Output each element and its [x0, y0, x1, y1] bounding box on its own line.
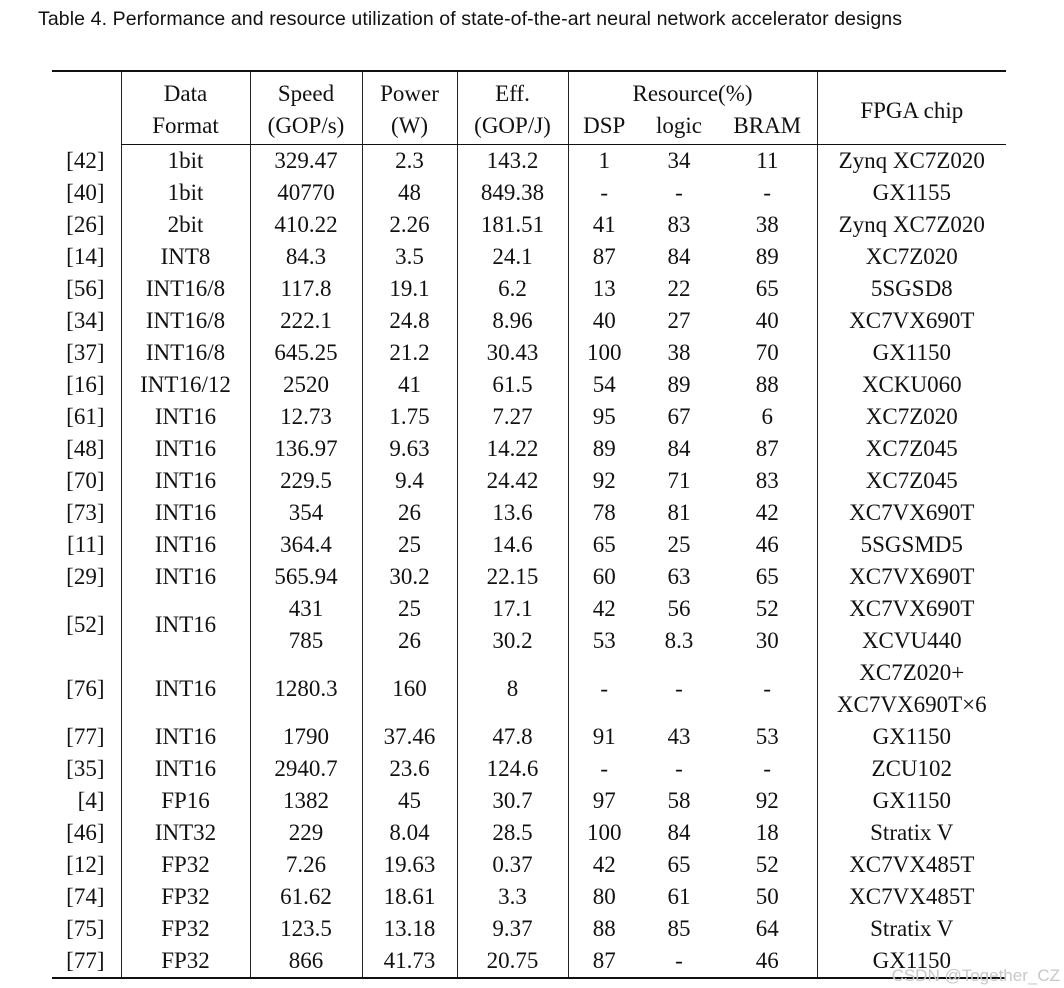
fpga-chip-line: XC7VX690T: [849, 500, 975, 525]
speed-cell: 354: [250, 497, 362, 529]
reference-cell: [29]: [66, 564, 105, 589]
bram-cell: 89: [755, 244, 779, 269]
bram-cell: -: [763, 676, 772, 701]
eff-cell: 0.37: [457, 849, 568, 881]
dsp-cell: 1: [568, 145, 640, 178]
fpga-chip-cell: [817, 145, 1006, 178]
power-cell: 45: [362, 785, 457, 817]
watermark: CSDN @Together_CZ: [891, 966, 1060, 985]
dsp-cell: 100: [568, 817, 640, 849]
logic-cell: 83: [667, 212, 691, 237]
eff-cell: 14.6: [457, 529, 568, 561]
power-cell: 30.2: [362, 561, 457, 593]
bram-cell: 83: [755, 468, 779, 493]
table-row: [52, 881, 1006, 913]
fpga-chip-line: XC7Z020+: [859, 660, 965, 685]
fpga-chip-cell: [817, 337, 1006, 369]
power-cell: 8.04: [362, 817, 457, 849]
header-format-line1: Data: [121, 71, 250, 110]
fpga-chip-cell: [817, 305, 1006, 337]
eff-cell: 20.75: [457, 945, 568, 978]
logic-cell: 56: [667, 596, 691, 621]
speed-cell: 866: [250, 945, 362, 978]
eff-cell: 124.6: [457, 753, 568, 785]
fpga-chip-cell: [817, 657, 1006, 721]
dsp-cell: 42: [568, 593, 640, 625]
bram-cell: 46: [755, 532, 779, 557]
logic-cell: 85: [667, 916, 691, 941]
dsp-cell: 54: [568, 369, 640, 401]
data-format-cell: INT16/12: [121, 369, 250, 401]
power-cell: 2.3: [362, 145, 457, 178]
dsp-cell: 41: [568, 209, 640, 241]
fpga-chip-line: XC7VX690T: [849, 308, 975, 333]
table-row: [52, 305, 1006, 337]
power-cell: 25: [362, 529, 457, 561]
fpga-chip-line: XCVU440: [861, 628, 962, 653]
reference-cell: [14]: [66, 244, 105, 269]
power-cell: 37.46: [362, 721, 457, 753]
table-row: [52, 913, 1006, 945]
reference-cell: [34]: [66, 308, 105, 333]
fpga-chip-cell: [817, 369, 1006, 401]
fpga-chip-cell: [817, 529, 1006, 561]
fpga-chip-cell: [817, 401, 1006, 433]
speed-cell: 84.3: [250, 241, 362, 273]
eff-cell: 849.38: [457, 177, 568, 209]
data-format-cell: INT16/8: [121, 273, 250, 305]
dsp-cell: 87: [568, 945, 640, 978]
fpga-chip-line: 5SGSD8: [870, 276, 953, 301]
fpga-chip-cell: [817, 881, 1006, 913]
reference-cell: [74]: [66, 884, 105, 909]
power-cell: 48: [362, 177, 457, 209]
fpga-chip-cell: [817, 753, 1006, 785]
fpga-chip-line: XC7Z045: [865, 436, 958, 461]
fpga-chip-line: GX1155: [872, 180, 951, 205]
fpga-chip-line: Zynq XC7Z020: [838, 148, 985, 173]
table-row: [52, 529, 1006, 561]
speed-cell: 785: [250, 625, 362, 657]
bram-cell: 42: [755, 500, 779, 525]
speed-cell: 645.25: [250, 337, 362, 369]
logic-cell: 89: [667, 372, 691, 397]
data-format-cell: FP32: [121, 913, 250, 945]
bram-cell: 87: [755, 436, 779, 461]
fpga-chip-line: GX1150: [872, 340, 951, 365]
data-format-cell: INT32: [121, 817, 250, 849]
bram-cell: 6: [761, 404, 774, 429]
reference-cell: [56]: [66, 276, 105, 301]
table-row: [52, 209, 1006, 241]
reference-cell: [61]: [66, 404, 105, 429]
reference-cell: [75]: [66, 916, 105, 941]
power-cell: 23.6: [362, 753, 457, 785]
power-cell: 41.73: [362, 945, 457, 978]
performance-table: [52, 70, 1006, 979]
header-resource: Resource(%): [568, 71, 817, 110]
speed-cell: 2940.7: [250, 753, 362, 785]
data-format-cell: FP16: [121, 785, 250, 817]
speed-cell: 364.4: [250, 529, 362, 561]
eff-cell: 47.8: [457, 721, 568, 753]
header-chip: FPGA chip: [817, 71, 1006, 145]
eff-cell: 8: [457, 657, 568, 721]
data-format-cell: INT8: [121, 241, 250, 273]
fpga-chip-cell: [817, 497, 1006, 529]
reference-cell: [48]: [66, 436, 105, 461]
fpga-chip-line: XC7VX690T×6: [836, 692, 987, 717]
logic-cell: 22: [667, 276, 691, 301]
dsp-cell: 65: [568, 529, 640, 561]
fpga-chip-cell: [817, 721, 1006, 753]
table-row: [52, 593, 1006, 625]
speed-cell: 329.47: [250, 145, 362, 178]
reference-cell: [77]: [66, 724, 105, 749]
eff-cell: 24.42: [457, 465, 568, 497]
fpga-chip-cell: [817, 561, 1006, 593]
data-format-cell: INT16: [121, 529, 250, 561]
dsp-cell: 97: [568, 785, 640, 817]
header-format-line2: Format: [121, 110, 250, 145]
reference-cell: [16]: [66, 372, 105, 397]
logic-cell: 65: [667, 852, 691, 877]
speed-cell: 222.1: [250, 305, 362, 337]
data-format-cell: INT16: [121, 721, 250, 753]
power-cell: 25: [362, 593, 457, 625]
table-row: [52, 657, 1006, 721]
power-cell: 26: [362, 497, 457, 529]
logic-cell: 71: [667, 468, 691, 493]
power-cell: 2.26: [362, 209, 457, 241]
bram-cell: 92: [755, 788, 779, 813]
logic-cell: 67: [667, 404, 691, 429]
dsp-cell: 95: [568, 401, 640, 433]
eff-cell: 30.7: [457, 785, 568, 817]
reference-cell: [73]: [66, 500, 105, 525]
bram-cell: 52: [755, 596, 779, 621]
power-cell: 3.5: [362, 241, 457, 273]
table-row: [52, 401, 1006, 433]
bram-cell: 88: [755, 372, 779, 397]
data-format-cell: INT16: [121, 561, 250, 593]
logic-cell: 38: [667, 340, 691, 365]
eff-cell: 14.22: [457, 433, 568, 465]
power-cell: 26: [362, 625, 457, 657]
table-row: [52, 817, 1006, 849]
table-row: [52, 497, 1006, 529]
dsp-cell: 53: [568, 625, 640, 657]
reference-cell: [52]: [66, 612, 105, 637]
table-row: [52, 753, 1006, 785]
eff-cell: 8.96: [457, 305, 568, 337]
fpga-chip-line: Stratix V: [870, 820, 954, 845]
reference-cell: [26]: [66, 212, 105, 237]
fpga-chip-cell: [817, 273, 1006, 305]
bram-cell: 52: [755, 852, 779, 877]
reference-cell: [70]: [66, 468, 105, 493]
reference-cell: [37]: [66, 340, 105, 365]
logic-cell: 34: [667, 148, 691, 173]
bram-cell: 65: [755, 564, 779, 589]
data-format-cell: 1bit: [121, 145, 250, 178]
logic-cell: 27: [667, 308, 691, 333]
dsp-cell: -: [568, 177, 640, 209]
table-row: [52, 785, 1006, 817]
data-format-cell: FP32: [121, 945, 250, 978]
header-bram: BRAM: [718, 110, 817, 145]
eff-cell: 24.1: [457, 241, 568, 273]
logic-cell: -: [675, 756, 683, 781]
table-body: [52, 145, 1006, 979]
dsp-cell: -: [568, 753, 640, 785]
data-format-cell: FP32: [121, 849, 250, 881]
data-format-cell: INT16: [121, 657, 250, 721]
table-caption: Table 4. Performance and resource utilization of state-of-the-art neural network accelerator designs: [38, 8, 903, 30]
bram-cell: 18: [755, 820, 779, 845]
logic-cell: 84: [667, 244, 691, 269]
eff-cell: 30.2: [457, 625, 568, 657]
reference-cell: [11]: [67, 532, 105, 557]
eff-cell: 3.3: [457, 881, 568, 913]
header-power-line1: Power: [362, 71, 457, 110]
eff-cell: 7.27: [457, 401, 568, 433]
table-row: [52, 433, 1006, 465]
fpga-chip-line: XC7Z020: [865, 244, 958, 269]
bram-cell: 50: [755, 884, 779, 909]
fpga-chip-line: GX1150: [872, 788, 951, 813]
speed-cell: 431: [250, 593, 362, 625]
data-format-cell: INT16: [121, 465, 250, 497]
dsp-cell: 100: [568, 337, 640, 369]
eff-cell: 17.1: [457, 593, 568, 625]
bram-cell: 70: [755, 340, 779, 365]
reference-cell: [12]: [66, 852, 105, 877]
reference-cell: [46]: [66, 820, 105, 845]
eff-cell: 143.2: [457, 145, 568, 178]
fpga-chip-cell: [817, 913, 1006, 945]
bram-cell: 40: [755, 308, 779, 333]
fpga-chip-line: XC7VX485T: [849, 884, 975, 909]
reference-cell: [35]: [66, 756, 105, 781]
bram-cell: 65: [755, 276, 779, 301]
dsp-cell: 13: [568, 273, 640, 305]
logic-cell: 84: [667, 436, 691, 461]
table-row: [52, 465, 1006, 497]
bram-cell: 11: [756, 148, 779, 173]
eff-cell: 13.6: [457, 497, 568, 529]
speed-cell: 123.5: [250, 913, 362, 945]
fpga-chip-cell: [817, 177, 1006, 209]
power-cell: 13.18: [362, 913, 457, 945]
bram-cell: 64: [755, 916, 779, 941]
dsp-cell: -: [568, 657, 640, 721]
data-format-cell: FP32: [121, 881, 250, 913]
fpga-chip-cell: [817, 593, 1006, 625]
logic-cell: 8.3: [664, 628, 694, 653]
table-row: [52, 273, 1006, 305]
table-row: [52, 177, 1006, 209]
bram-cell: -: [763, 180, 772, 205]
fpga-chip-cell: [817, 785, 1006, 817]
header-power-line2: (W): [362, 110, 457, 145]
header-speed-line2: (GOP/s): [250, 110, 362, 145]
data-format-cell: 1bit: [121, 177, 250, 209]
eff-cell: 28.5: [457, 817, 568, 849]
fpga-chip-line: ZCU102: [871, 756, 953, 781]
fpga-chip-line: Zynq XC7Z020: [838, 212, 985, 237]
header-eff-line2: (GOP/J): [457, 110, 568, 145]
fpga-chip-cell: [817, 625, 1006, 657]
fpga-chip-line: XC7Z045: [865, 468, 958, 493]
fpga-chip-line: Stratix V: [870, 916, 954, 941]
data-format-cell: INT16: [121, 497, 250, 529]
logic-cell: -: [675, 676, 683, 701]
logic-cell: 81: [667, 500, 691, 525]
table-row: [52, 849, 1006, 881]
data-format-cell: INT16/8: [121, 337, 250, 369]
table-row: [52, 561, 1006, 593]
header-speed-line1: Speed: [250, 71, 362, 110]
data-format-cell: INT16: [121, 753, 250, 785]
speed-cell: 12.73: [250, 401, 362, 433]
data-format-cell: INT16/8: [121, 305, 250, 337]
bram-cell: 30: [755, 628, 779, 653]
dsp-cell: 92: [568, 465, 640, 497]
fpga-chip-cell: [817, 849, 1006, 881]
speed-cell: 1382: [250, 785, 362, 817]
fpga-chip-line: GX1150: [872, 948, 951, 973]
logic-cell: -: [675, 180, 683, 205]
eff-cell: 61.5: [457, 369, 568, 401]
power-cell: 1.75: [362, 401, 457, 433]
speed-cell: 410.22: [250, 209, 362, 241]
data-format-cell: INT16: [121, 433, 250, 465]
speed-cell: 40770: [250, 177, 362, 209]
power-cell: 9.63: [362, 433, 457, 465]
speed-cell: 2520: [250, 369, 362, 401]
fpga-chip-cell: [817, 209, 1006, 241]
fpga-chip-cell: [817, 241, 1006, 273]
header-logic: logic: [640, 110, 718, 145]
dsp-cell: 91: [568, 721, 640, 753]
eff-cell: 30.43: [457, 337, 568, 369]
fpga-chip-line: XC7VX690T: [849, 564, 975, 589]
reference-cell: [40]: [66, 180, 105, 205]
logic-cell: -: [675, 948, 683, 973]
speed-cell: 1280.3: [250, 657, 362, 721]
table-row: [52, 369, 1006, 401]
bram-cell: -: [763, 756, 772, 781]
header-dsp: DSP: [568, 110, 640, 145]
eff-cell: 181.51: [457, 209, 568, 241]
fpga-chip-cell: [817, 433, 1006, 465]
power-cell: 19.1: [362, 273, 457, 305]
speed-cell: 61.62: [250, 881, 362, 913]
dsp-cell: 87: [568, 241, 640, 273]
table-row: [52, 241, 1006, 273]
fpga-chip-line: XCKU060: [861, 372, 962, 397]
power-cell: 9.4: [362, 465, 457, 497]
header-ref: [52, 71, 121, 145]
power-cell: 21.2: [362, 337, 457, 369]
reference-cell: [4]: [77, 788, 105, 813]
bram-cell: 53: [755, 724, 779, 749]
fpga-chip-line: XC7VX690T: [849, 596, 975, 621]
logic-cell: 61: [667, 884, 691, 909]
fpga-chip-cell: [817, 817, 1006, 849]
data-format-cell: INT16: [121, 401, 250, 433]
power-cell: 24.8: [362, 305, 457, 337]
dsp-cell: 80: [568, 881, 640, 913]
dsp-cell: 88: [568, 913, 640, 945]
dsp-cell: 89: [568, 433, 640, 465]
speed-cell: 229.5: [250, 465, 362, 497]
eff-cell: 22.15: [457, 561, 568, 593]
speed-cell: 117.8: [250, 273, 362, 305]
power-cell: 160: [362, 657, 457, 721]
header-eff-line1: Eff.: [457, 71, 568, 110]
speed-cell: 136.97: [250, 433, 362, 465]
fpga-chip-line: XC7Z020: [865, 404, 958, 429]
dsp-cell: 40: [568, 305, 640, 337]
eff-cell: 9.37: [457, 913, 568, 945]
fpga-chip-cell: [817, 465, 1006, 497]
dsp-cell: 60: [568, 561, 640, 593]
dsp-cell: 42: [568, 849, 640, 881]
dsp-cell: 78: [568, 497, 640, 529]
eff-cell: 6.2: [457, 273, 568, 305]
fpga-chip-line: GX1150: [872, 724, 951, 749]
fpga-chip-line: 5SGSMD5: [860, 532, 963, 557]
speed-cell: 7.26: [250, 849, 362, 881]
logic-cell: 63: [667, 564, 691, 589]
speed-cell: 565.94: [250, 561, 362, 593]
data-format-cell: 2bit: [121, 209, 250, 241]
speed-cell: 1790: [250, 721, 362, 753]
logic-cell: 25: [667, 532, 691, 557]
table-row: [52, 145, 1006, 178]
fpga-chip-line: XC7VX485T: [849, 852, 975, 877]
power-cell: 18.61: [362, 881, 457, 913]
logic-cell: 43: [667, 724, 691, 749]
data-format-cell: INT16: [121, 593, 250, 657]
table-row: [52, 945, 1006, 978]
table-row: [52, 721, 1006, 753]
power-cell: 41: [362, 369, 457, 401]
power-cell: 19.63: [362, 849, 457, 881]
bram-cell: 38: [755, 212, 779, 237]
reference-cell: [42]: [66, 147, 105, 173]
table-row: [52, 337, 1006, 369]
speed-cell: 229: [250, 817, 362, 849]
bram-cell: 46: [755, 948, 779, 973]
reference-cell: [77]: [66, 948, 105, 973]
logic-cell: 84: [667, 820, 691, 845]
logic-cell: 58: [667, 788, 691, 813]
reference-cell: [76]: [66, 676, 105, 701]
